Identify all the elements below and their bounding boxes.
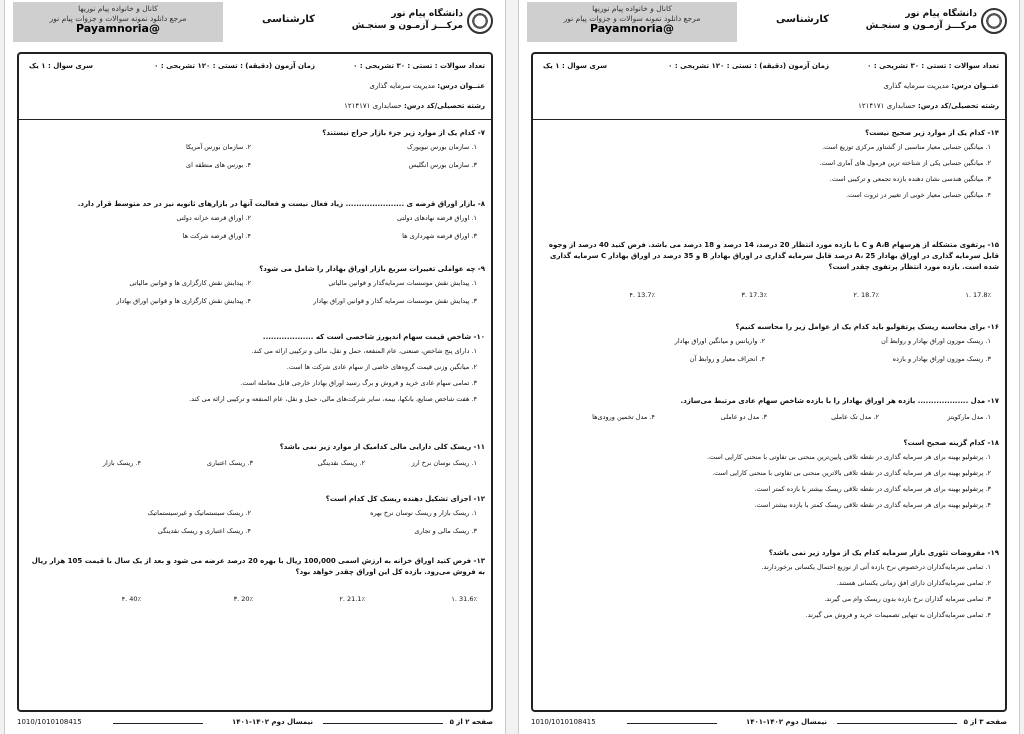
exam-page-right bbox=[518, 0, 1020, 734]
course-label: عنــوان درس: bbox=[951, 82, 999, 90]
watermark-banner: کانال و خانواده پیام نوریها مرجع دانلود نمونه سوالات و جزوات پیام نور @Payamnoria bbox=[13, 2, 223, 42]
watermark-banner: کانال و خانواده پیام نوریها مرجع دانلود نمونه سوالات و جزوات پیام نور @Payamnoria bbox=[527, 2, 737, 42]
question-4-text: ۱۰- شاخص قیمت سهام اندپورز شاخصی است که ................... bbox=[262, 333, 485, 341]
answer-option-2[interactable]: ۲. میانگین حسابی یکی از شناخته ترین فرمول های آماری است. bbox=[819, 159, 991, 167]
question-2-text: ۸- بازار اوراق قرضه ی ...................... زیاد فعال نیست و فعالیت آنها در بازارهای ثانویه نیز در حد متوسط قرار دارد. bbox=[77, 200, 485, 208]
field-label: رشته تحصیلی/کد درس: bbox=[917, 102, 999, 110]
answer-option-4[interactable]: ۴. پرتفولیو بهینه برای هر سرمایه گذاری در نقطه تلاقی ریسک کمتر با بازده بیشتر است. bbox=[754, 501, 991, 509]
exam-frame bbox=[17, 52, 493, 712]
answer-option-1[interactable]: 31.6٪ .۱ bbox=[451, 595, 477, 603]
page-number: صفحه ۳ از ۵ bbox=[963, 718, 1007, 726]
answer-option-3[interactable]: 20٪ .۳ bbox=[233, 595, 253, 603]
answer-option-1[interactable]: ۱. میانگین حسابی معیار مناسبی از گشتاور مرکزی توزیع است. bbox=[821, 143, 991, 151]
question-series: سری سوال : ۱ یک bbox=[543, 62, 608, 70]
answer-option-2[interactable]: ۲. پرتفولیو بهینه برای هر سرمایه گذاری در نقطه تلاقی بالاترین منحنی بی تفاوتی با منحنی کارایی است. bbox=[712, 469, 991, 477]
answer-option-2[interactable]: ۲. مدل تک عاملی bbox=[831, 413, 879, 421]
question-6-text: ۱۲- اجزای تشکیل دهنده ریسک کل کدام است؟ bbox=[325, 495, 485, 503]
question-count: تعداد سوالات : تستی : ۳۰ تشریحی : ۰ bbox=[353, 62, 485, 70]
answer-option-3[interactable]: ۳. اوراق قرضه شهرداری ها bbox=[402, 232, 477, 240]
answer-option-2[interactable]: ۲. سازمان بورس آمریکا bbox=[185, 143, 251, 151]
university-name: دانشگاه پیام نور مرکـــز آزمـون و سنجـش bbox=[865, 9, 977, 31]
term-label: نیمسال دوم ۱۴۰۲-۱۴۰۱ bbox=[745, 718, 827, 726]
answer-option-1[interactable]: ۱. سازمان بورس نیویورک bbox=[406, 143, 477, 151]
answer-option-1[interactable]: ۱. پرتفولیو بهینه برای هر سرمایه گذاری در نقطه تلاقی پایین‌ترین منحنی بی تفاوتی با منحنی کارایی است. bbox=[707, 453, 991, 461]
answer-option-3[interactable]: ۳. تمامی سرمایه گذاران نرخ بازده بدون ریسک وام می گیرند. bbox=[824, 595, 991, 603]
question-3-text: ۱۶- برای محاسبه ریسک پرتفولیو باید کدام یک از عوامل زیر را محاسبه کنیم؟ bbox=[735, 323, 999, 331]
question-3-text: ۹- چه عواملی تغییرات سریع بازار اوراق بهادار را شامل می شود؟ bbox=[259, 265, 485, 273]
answer-option-3[interactable]: ۳. پیدایش نقش موسسات سرمایه گذار و قوانین اوراق بهادار bbox=[313, 297, 477, 305]
answer-option-3[interactable]: ۳. ریسک اعتباری bbox=[206, 459, 253, 467]
answer-option-3[interactable]: 17.3٪ .۳ bbox=[741, 291, 767, 299]
question-count: تعداد سوالات : تستی : ۳۰ تشریحی : ۰ bbox=[867, 62, 999, 70]
page-footer bbox=[17, 712, 493, 734]
answer-option-4[interactable]: ۴. انحراف معیار و روابط آن bbox=[689, 355, 765, 363]
exam-info bbox=[533, 54, 1005, 120]
question-7-text: ۱۳- فرض کنید اوراق خزانه به ارزش اسمی 100,000 ریال با بهره 20 درصد عرضه می شود و بعد از یک سال با قیمت 105 هزار ریال به فروش می‌رود. بازده کل این اوراق چقدر خواهد بود؟ bbox=[31, 557, 485, 576]
question-2-text: ۱۵- پرتفوی متشکله از هرسهام A،B و C با بازده مورد انتظار 20 درصد، 14 درصد و 18 درصد می باشد. فرض کنید 40 درصد از وجوه قابل سرمایه گذاری در اوراق بهادار A، 25 درصد قابل سرمایه گذاری در اوراق بهادار B و 35 درصد در اوراق بهادار C سرمایه گذاری شده است. بازده مورد انتظار پرتفوی چقدر است؟ bbox=[548, 241, 999, 271]
answer-option-4[interactable]: ۴. اوراق قرضه شرکت ها bbox=[182, 232, 251, 240]
answer-option-1[interactable]: ۱. ریسک نوسان نرخ ارز bbox=[411, 459, 477, 467]
answer-option-1[interactable]: ۱. ریسک بازار و ریسک نوسان نرخ بهره bbox=[370, 509, 477, 517]
question-5-text: ۱۸- کدام گزینه صحیح است؟ bbox=[903, 439, 999, 447]
answer-option-3[interactable]: ۳. پرتفولیو بهینه برای هر سرمایه گذاری در نقطه تلاقی ریسک بیشتر با بازده کمتر است. bbox=[754, 485, 991, 493]
answer-option-3[interactable]: ۳. میانگین هندسی نشان دهنده بازده تجمعی و ترکیبی است. bbox=[829, 175, 991, 183]
exam-time: زمان آزمون (دقیقه) : تستی : ۱۲۰ تشریحی : ۰ bbox=[154, 62, 315, 70]
answer-option-3[interactable]: ۳. تمامی سهام عادی خرید و فروش و برگ رسید اوراق بهادار خارجی قابل معامله است. bbox=[240, 379, 477, 387]
field-label: رشته تحصیلی/کد درس: bbox=[403, 102, 485, 110]
page-footer bbox=[531, 712, 1007, 734]
answer-option-1[interactable]: 17.8٪ .۱ bbox=[965, 291, 991, 299]
answer-option-1[interactable]: ۱. تمامی سرمایه‌گذاران درخصوص نرخ بازده آتی از توزیع احتمال یکسانی برخوردارند. bbox=[761, 563, 991, 571]
answer-option-4[interactable]: ۴. ریسک بازار bbox=[102, 459, 141, 467]
question-1-text: ۱۴- کدام یک از موارد زیر صحیح نیست؟ bbox=[865, 129, 999, 137]
university-logo-icon bbox=[981, 8, 1007, 34]
answer-option-3[interactable]: ۳. سازمان بورس انگلیس bbox=[408, 161, 477, 169]
answer-option-2[interactable]: ۲. ریسک سیستماتیک و غیرسیستماتیک bbox=[147, 509, 251, 517]
field-value: حسابداری ۱۲۱۴۱۷۱ bbox=[858, 102, 916, 110]
answer-option-2[interactable]: ۲. میانگین وزنی قیمت گروه‌های خاصی از سهام عادی شرکت ها است. bbox=[286, 363, 477, 371]
university-logo-icon bbox=[467, 8, 493, 34]
answer-option-3[interactable]: ۳. ریسک مالی و تجاری bbox=[414, 527, 477, 535]
answer-option-2[interactable]: ۲. واریانس و میانگین اوراق بهادار bbox=[674, 337, 765, 345]
answer-option-4[interactable]: ۴. بورس های منطقه ای bbox=[185, 161, 251, 169]
field-value: حسابداری ۱۲۱۴۱۷۱ bbox=[344, 102, 402, 110]
question-4-text: ۱۷- مدل ................... بازده هر اوراق بهادار را با بازده شاخص سهام عادی مرتبط می‌سازد. bbox=[680, 397, 999, 405]
university-name: دانشگاه پیام نور مرکـــز آزمـون و سنجـش bbox=[351, 9, 463, 31]
question-5-text: ۱۱- ریسک کلی دارایی مالی کدامیک از موارد زیر نمی باشد؟ bbox=[279, 443, 485, 451]
exam-code: 1010/101010841‌5 bbox=[531, 718, 596, 726]
degree-label: کارشناسی bbox=[262, 14, 315, 25]
answer-option-4[interactable]: ۴. مدل تخمین ورودی‌ها bbox=[592, 413, 655, 421]
answer-option-1[interactable]: ۱. مدل مارکویتز bbox=[947, 413, 991, 421]
answer-option-3[interactable]: ۳. ریسک موزون اوراق بهادار و بازده bbox=[892, 355, 991, 363]
question-series: سری سوال : ۱ یک bbox=[29, 62, 94, 70]
page-header bbox=[5, 0, 505, 52]
exam-info bbox=[19, 54, 491, 120]
course-label: عنــوان درس: bbox=[437, 82, 485, 90]
page-number: صفحه ۲ از ۵ bbox=[449, 718, 493, 726]
answer-option-4[interactable]: 13.7٪ .۴ bbox=[629, 291, 655, 299]
answer-option-4[interactable]: ۴. میانگین حسابی معیار خوبی از تغییر در ثروت است. bbox=[845, 191, 991, 199]
answer-option-4[interactable]: ۴. تمامی سرمایه‌گذاران به تنهایی تصمیمات خرید و فروش می گیرند. bbox=[805, 611, 991, 619]
answer-option-4[interactable]: ۴. هفت شاخص صنایع، بانکها، بیمه، سایر شرکت‌های مالی، حمل و نقل، عام المنفعه و ترکیبی ارائه می کند. bbox=[189, 395, 477, 403]
answer-option-1[interactable]: ۱. پیدایش نقش موسسات سرمایه‌گذار و قوانین مالیاتی bbox=[328, 279, 477, 287]
exam-frame bbox=[531, 52, 1007, 712]
answer-option-2[interactable]: ۲. ریسک نقدینگی bbox=[317, 459, 365, 467]
answer-option-2[interactable]: ۲. تمامی سرمایه‌گذاران دارای افق زمانی یکسانی هستند. bbox=[836, 579, 991, 587]
answer-option-2[interactable]: 21.1٪ .۲ bbox=[339, 595, 365, 603]
term-label: نیمسال دوم ۱۴۰۲-۱۴۰۱ bbox=[231, 718, 313, 726]
answer-option-1[interactable]: ۱. اوراق قرضه نهادهای دولتی bbox=[396, 214, 477, 222]
answer-option-3[interactable]: ۳. مدل دو عاملی bbox=[720, 413, 767, 421]
answer-option-4[interactable]: 40٪ .۴ bbox=[121, 595, 141, 603]
exam-time: زمان آزمون (دقیقه) : تستی : ۱۲۰ تشریحی : ۰ bbox=[668, 62, 829, 70]
question-1-text: ۷- کدام یک از موارد زیر جزء بازار حراج نیستند؟ bbox=[322, 129, 485, 137]
answer-option-2[interactable]: ۲. اوراق قرضه خزانه دولتی bbox=[176, 214, 251, 222]
exam-page-left bbox=[4, 0, 506, 734]
course-value: مدیریت سرمایه گذاری bbox=[369, 82, 436, 90]
answer-option-1[interactable]: ۱. دارای پنج شاخص، صنعتی، عام المنفعه، حمل و نقل، مالی و ترکیبی ارائه می کند. bbox=[251, 347, 477, 355]
answer-option-2[interactable]: ۲. پیدایش نقش کارگزاری ها و قوانین مالیاتی bbox=[129, 279, 251, 287]
exam-code: 1010/101010841‌5 bbox=[17, 718, 82, 726]
degree-label: کارشناسی bbox=[776, 14, 829, 25]
question-6-text: ۱۹- مفروضات تئوری بازار سرمایه کدام یک از موارد زیر نمی باشد؟ bbox=[768, 549, 999, 557]
course-value: مدیریت سرمایه گذاری bbox=[883, 82, 950, 90]
answer-option-4[interactable]: ۴. ریسک اعتباری و ریسک نقدینگی bbox=[157, 527, 251, 535]
answer-option-1[interactable]: ۱. ریسک موزون اوراق بهادار و روابط آن bbox=[881, 337, 991, 345]
page-header bbox=[519, 0, 1019, 52]
answer-option-2[interactable]: 18.7٪ .۲ bbox=[853, 291, 879, 299]
answer-option-4[interactable]: ۴. پیدایش نقش کارگزاری ها و قوانین اوراق بهادار bbox=[116, 297, 251, 305]
